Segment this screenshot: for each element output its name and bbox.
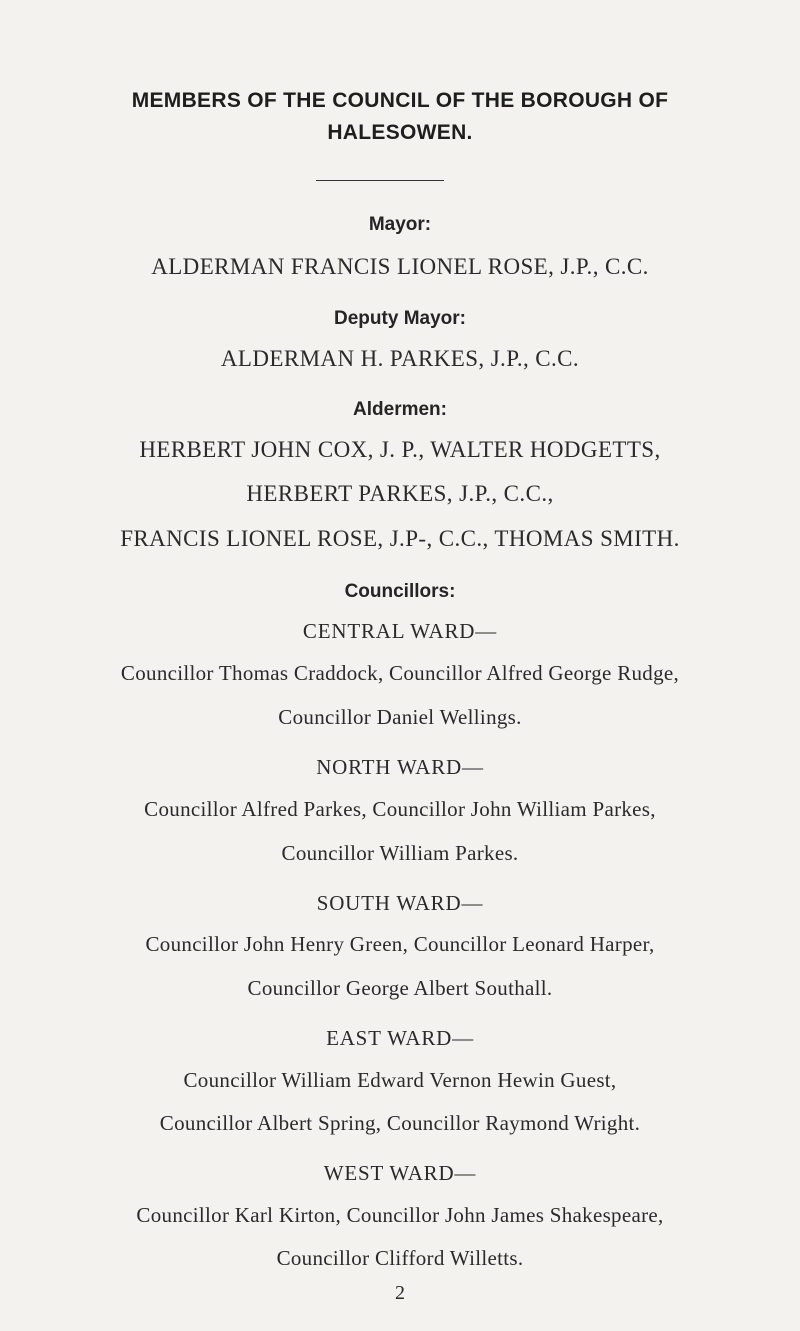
- councillors-heading: Councillors:: [344, 581, 456, 602]
- ward-members-line: Councillor George Albert Southall.: [247, 976, 553, 1000]
- ward-members-line: Councillor Clifford Willetts.: [276, 1246, 524, 1270]
- aldermen-line: HERBERT JOHN COX, J. P., WALTER HODGETTS,: [139, 437, 661, 462]
- aldermen-line: HERBERT PARKES, J.P., C.C.,: [246, 481, 554, 506]
- ward-heading-south: SOUTH WARD—: [316, 891, 484, 915]
- aldermen-heading: Aldermen:: [353, 399, 447, 420]
- aldermen-line: FRANCIS LIONEL ROSE, J.P-, C.C., THOMAS SMITH.: [120, 526, 680, 551]
- deputy-mayor-heading: Deputy Mayor:: [334, 308, 466, 329]
- ward-members-line: Councillor William Edward Vernon Hewin Guest,: [183, 1068, 617, 1092]
- ward-members-line: Councillor Karl Kirton, Councillor John James Shakespeare,: [136, 1203, 664, 1227]
- ward-heading-north: NORTH WARD—: [316, 755, 484, 779]
- document-title-line-2: HALESOWEN.: [327, 121, 473, 144]
- page-number: 2: [395, 1282, 405, 1304]
- ward-members-line: Councillor John Henry Green, Councillor Leonard Harper,: [145, 932, 655, 956]
- ward-heading-central: CENTRAL WARD—: [302, 619, 498, 643]
- document-title-line-1: MEMBERS OF THE COUNCIL OF THE BOROUGH OF: [131, 89, 669, 112]
- mayor-name: ALDERMAN FRANCIS LIONEL ROSE, J.P., C.C.: [151, 254, 649, 279]
- title-divider: [316, 180, 444, 181]
- ward-heading-east: EAST WARD—: [326, 1026, 474, 1050]
- ward-heading-west: WEST WARD—: [323, 1161, 477, 1185]
- ward-members-line: Councillor Daniel Wellings.: [278, 705, 522, 729]
- ward-members-line: Councillor Albert Spring, Councillor Raymond Wright.: [159, 1111, 641, 1135]
- deputy-mayor-name: ALDERMAN H. PARKES, J.P., C.C.: [220, 346, 580, 371]
- mayor-heading: Mayor:: [368, 214, 432, 235]
- ward-members-line: Councillor William Parkes.: [281, 841, 519, 865]
- ward-members-line: Councillor Thomas Craddock, Councillor Alfred George Rudge,: [120, 661, 680, 685]
- ward-members-line: Councillor Alfred Parkes, Councillor John William Parkes,: [144, 797, 656, 821]
